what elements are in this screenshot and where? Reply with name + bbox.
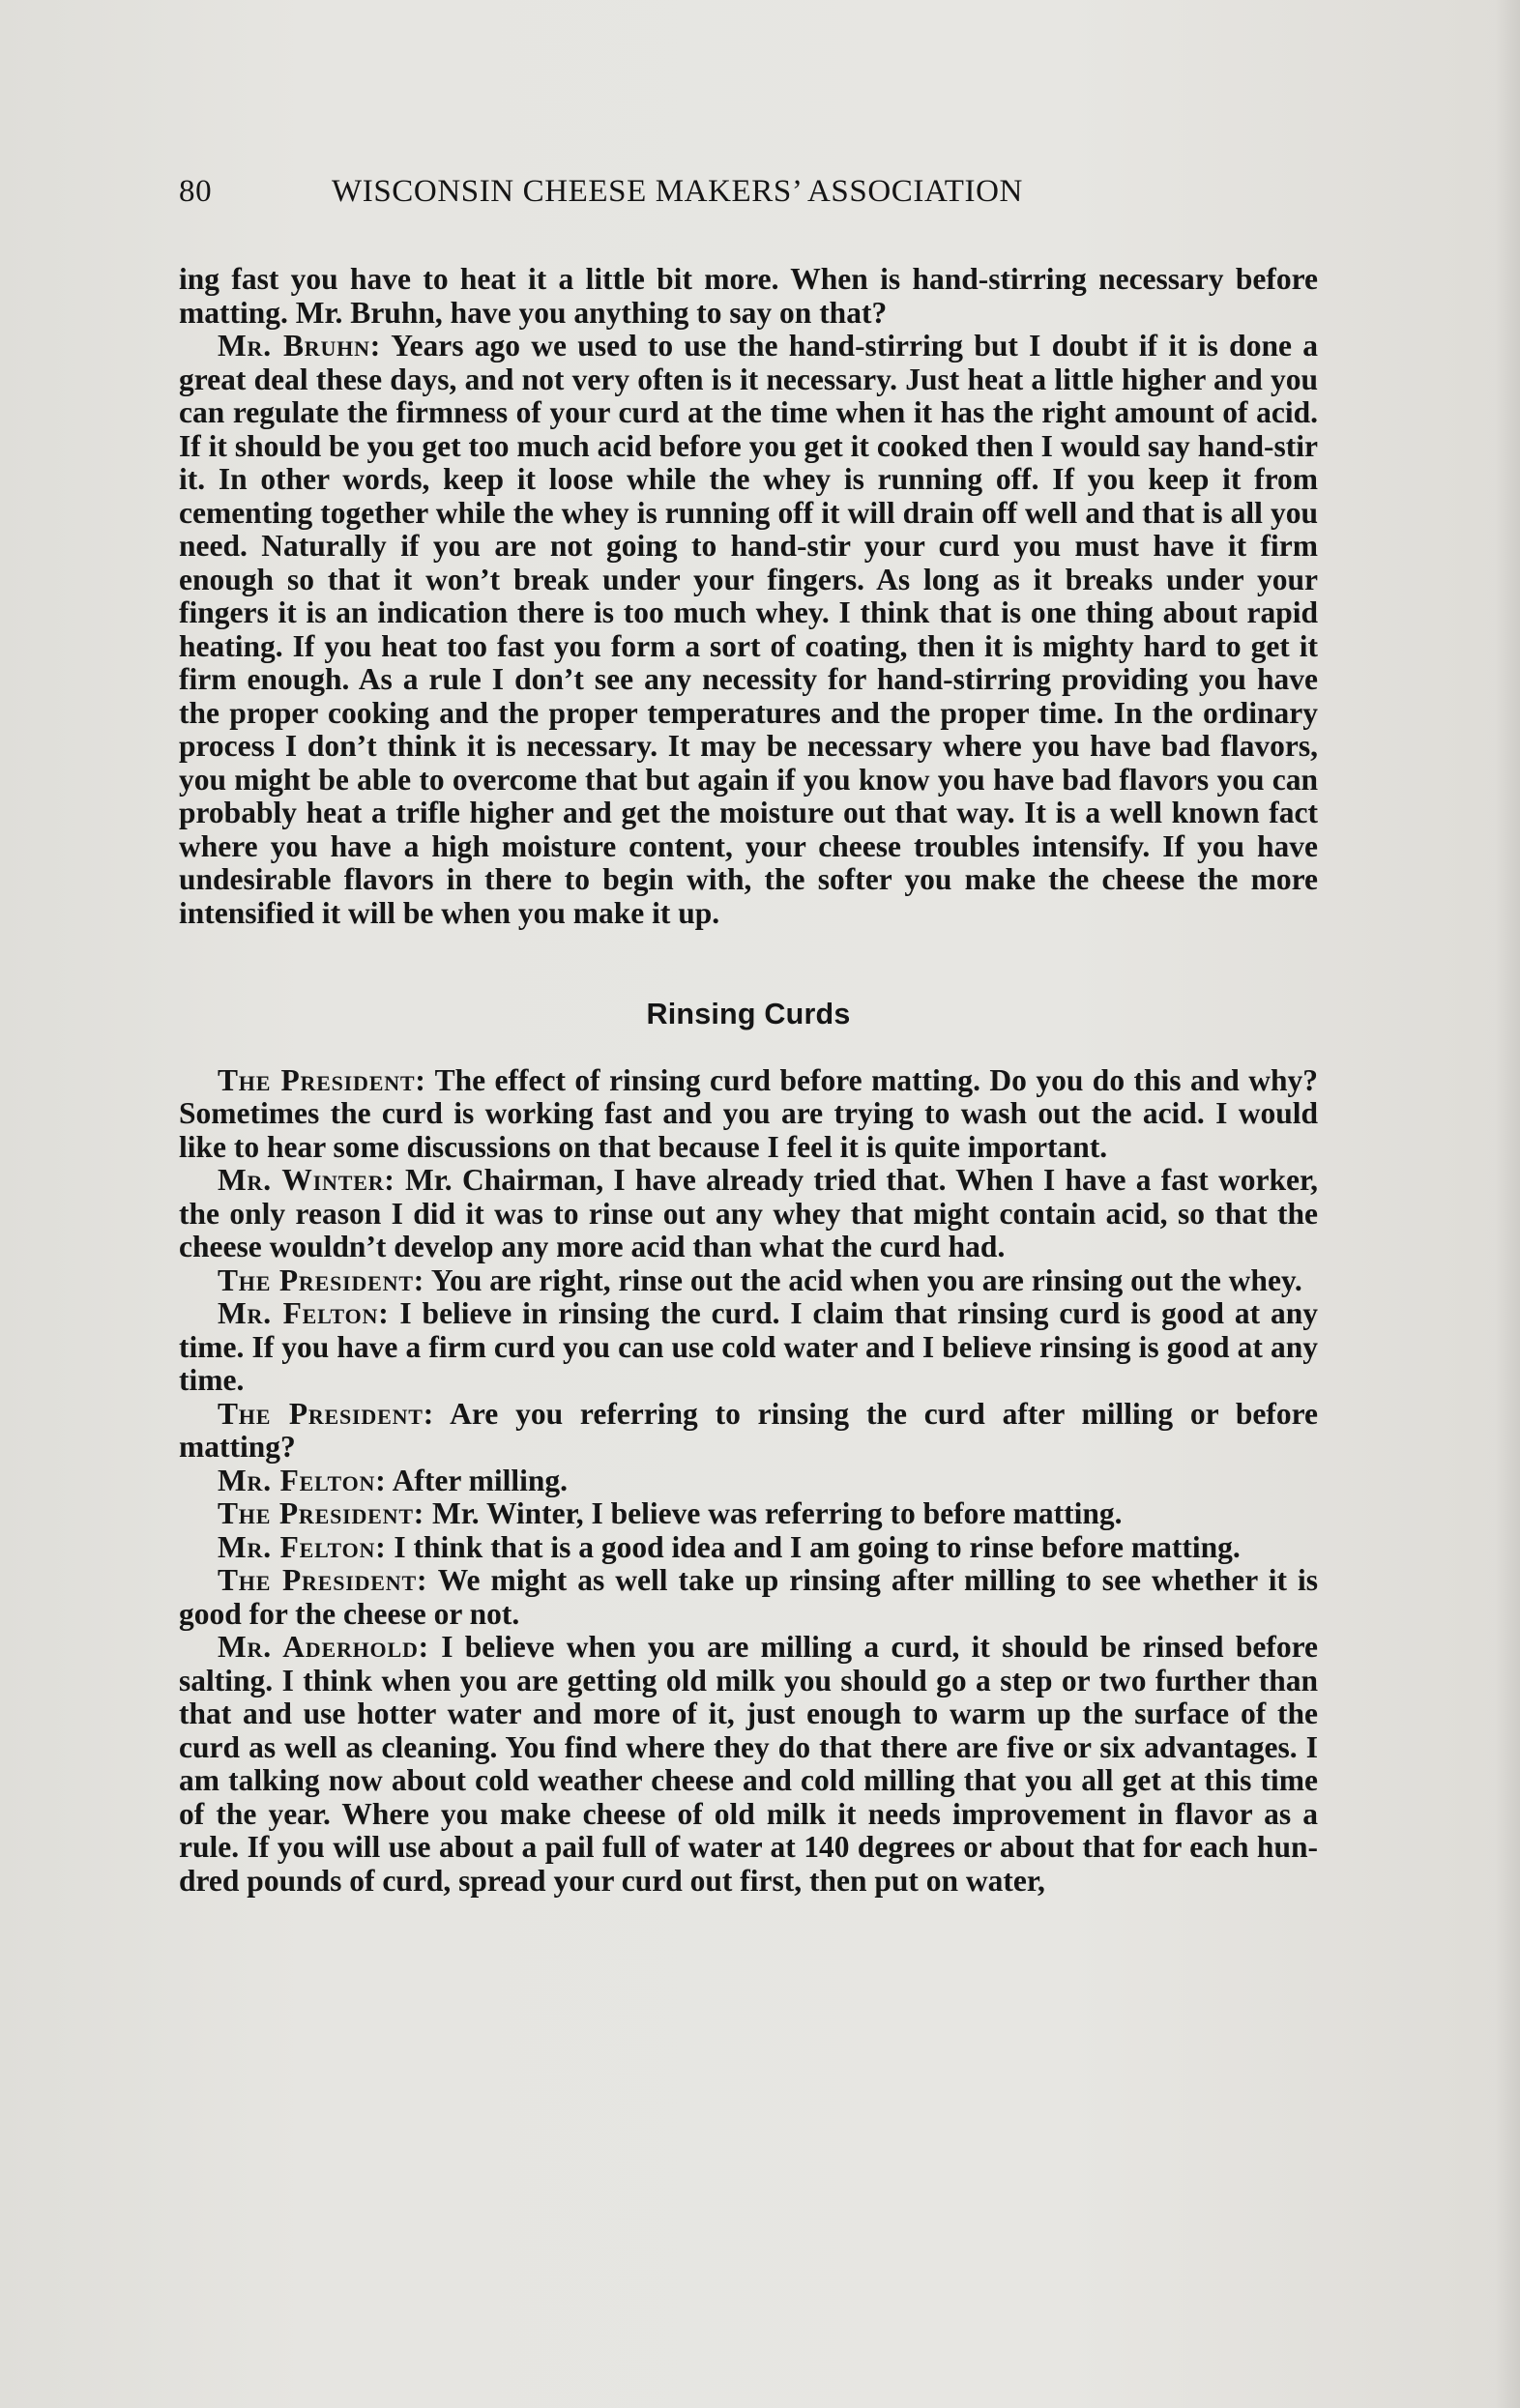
- paragraph-text: I believe when you are milling a curd, it should be rinsed before salting. I think when you are getting old milk you should go a step or two further than that and use hotter water and more of it, just enough to warm up the surface of the curd as well as cleaning. You find where they do that there are five or six advantages. I am talking now about cold weather cheese and cold milling that you all get at this time of the year. Where you make cheese of old milk it needs improvement in flavor as a rule. If you will use about a pail full of water at 140 degrees or about that for each hundred pounds of curd, spread your curd out first, then put on water,: [179, 1630, 1319, 1898]
- running-head: WISCONSIN CHEESE MAKERS’ ASSOCIATION: [332, 174, 1023, 209]
- paragraph-text: I think that is a good idea and I am going to rinse before matting.: [394, 1529, 1241, 1564]
- paragraph-text: Years ago we used to use the hand-stirring but I doubt if it is done a great deal these days, and not very often is it necessary. Just heat a little higher and you can regulate the firmness of your curd at the time when it has the right amount of acid. If it should be you get too much acid before you get it cooked then I would say hand-stir it. In other words, keep it loose while the whey is running off. If you keep it from cementing together while the whey is running off it will drain off well and that is all you need. Naturally if you are not going to hand-stir your curd you must have it firm enough so that it won’t break under your fingers. As long as it breaks under your fingers it is an indication there is too much whey. I think that is one thing about rapid heating. If you heat too fast you form a sort of coating, then it is mighty hard to get it firm enough. As a rule I don’t see any necessity for hand-stirring providing you have the proper cooking and the proper temperatures and the proper time. In the ordinary process I don’t think it is necessary. It may be necessary where you have bad flavors, you might be able to overcome that but again if you know you have bad flavors you can probably heat a trifle higher and get the moisture out that way. It is a well known fact where you have a high moisture content, your cheese troubles intensify. If you have undesirable flavors in there to begin with, the softer you make the cheese the more intensified it will be when you make it up.: [179, 329, 1318, 930]
- speaker-name: Mr. Winter:: [218, 1163, 395, 1197]
- paragraph-president-2: [179, 1264, 1318, 1298]
- paragraph-text: Mr. Winter, I believe was referring to before matting.: [431, 1496, 1123, 1530]
- paragraph-felton-3: [179, 1531, 1318, 1565]
- paragraph-aderhold: [179, 1631, 1318, 1898]
- paragraph-winter: [179, 1164, 1318, 1264]
- speaker-name: Mr. Felton:: [218, 1529, 387, 1564]
- speaker-name: Mr. Felton:: [218, 1463, 387, 1497]
- paragraph-text: ing fast you have to heat it a little bit more. When is hand-stirring necessary before matting. Mr. Bruhn, have you anything to say on that?: [179, 262, 1318, 330]
- paragraph-felton-1: [179, 1297, 1318, 1398]
- speaker-name: The President:: [218, 1496, 425, 1530]
- paragraph-text: We might as well take up rinsing after milling to see whether it is good for the cheese or not.: [179, 1563, 1318, 1631]
- section-heading: Rinsing Curds: [646, 998, 851, 1030]
- paragraph-president-3: [179, 1398, 1318, 1465]
- page-edge-shadow: [1495, 0, 1520, 2408]
- speaker-name: Mr. Felton:: [218, 1296, 390, 1330]
- body-text: [179, 263, 1318, 1898]
- paragraph-text: After milling.: [392, 1463, 569, 1497]
- speaker-name: Mr. Bruhn:: [218, 329, 382, 363]
- paragraph-president-1: [179, 1064, 1318, 1165]
- paragraph-text: Are you referring to rinsing the curd after milling or before matting?: [179, 1396, 1319, 1464]
- speaker-name: The President:: [218, 1563, 428, 1597]
- paragraph-president-5: [179, 1564, 1318, 1631]
- paragraph-text: Mr. Chairman, I have already tried that. When I have a fast worker, the only reason I did it was to rinse out any whey that might contain acid, so that the cheese wouldn’t develop any more acid than what the curd had.: [179, 1163, 1319, 1263]
- paragraph-text: You are right, rinse out the acid when you are rinsing out the whey.: [430, 1262, 1302, 1297]
- speaker-name: The President:: [218, 1396, 435, 1431]
- paragraph-president-4: [179, 1497, 1318, 1531]
- speaker-name: The President:: [218, 1262, 425, 1297]
- paragraph-felton-2: [179, 1465, 1318, 1498]
- speaker-name: Mr. Aderhold:: [218, 1630, 429, 1664]
- speaker-name: The President:: [218, 1062, 426, 1097]
- paragraph-continuation: [179, 263, 1318, 330]
- paragraph-text: I believe in rinsing the curd. I claim that rinsing curd is good at any time. If you have a firm curd you can use cold water and I believe rinsing is good at any time.: [179, 1296, 1318, 1397]
- paragraph-text: The effect of rinsing curd before matting. Do you do this and why? Sometimes the curd is working fast and you are trying to wash out the acid. I would like to hear some discussions on that because I feel it is quite important.: [179, 1062, 1318, 1164]
- page-number: 80: [179, 174, 213, 209]
- paragraph-bruhn: [179, 330, 1318, 930]
- page-header: [179, 174, 1330, 220]
